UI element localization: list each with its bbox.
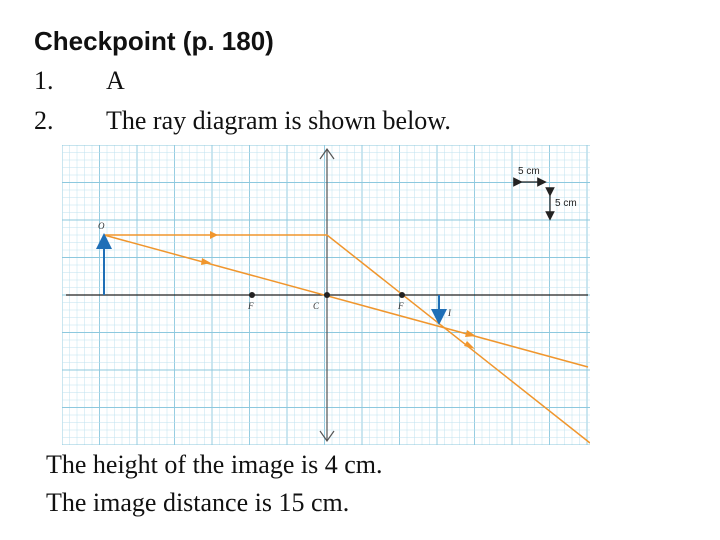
focal-point-right: [399, 292, 405, 298]
vertical-scale-label: 5 cm: [555, 198, 577, 209]
checkpoint-heading: Checkpoint (p. 180): [34, 26, 274, 56]
ray-diagram: [62, 145, 590, 445]
horizontal-scale-label: 5 cm: [518, 166, 540, 177]
image-height-statement: The height of the image is 4 cm.: [46, 450, 383, 479]
answer-item-1: [34, 66, 125, 96]
answer-item-2: [34, 106, 451, 136]
focus-right-label: F: [398, 301, 404, 311]
object-label: O: [98, 221, 105, 231]
image-label: I: [448, 308, 451, 318]
focal-point-left: [249, 292, 255, 298]
item-text: A: [106, 66, 125, 95]
focus-left-label: F: [248, 301, 254, 311]
optical-center: [324, 292, 330, 298]
center-label: C: [313, 301, 320, 311]
item-number: 1.: [34, 66, 54, 95]
item-number: 2.: [34, 106, 54, 135]
image-distance-statement: The image distance is 15 cm.: [46, 488, 350, 517]
item-text: The ray diagram is shown below.: [106, 106, 451, 135]
